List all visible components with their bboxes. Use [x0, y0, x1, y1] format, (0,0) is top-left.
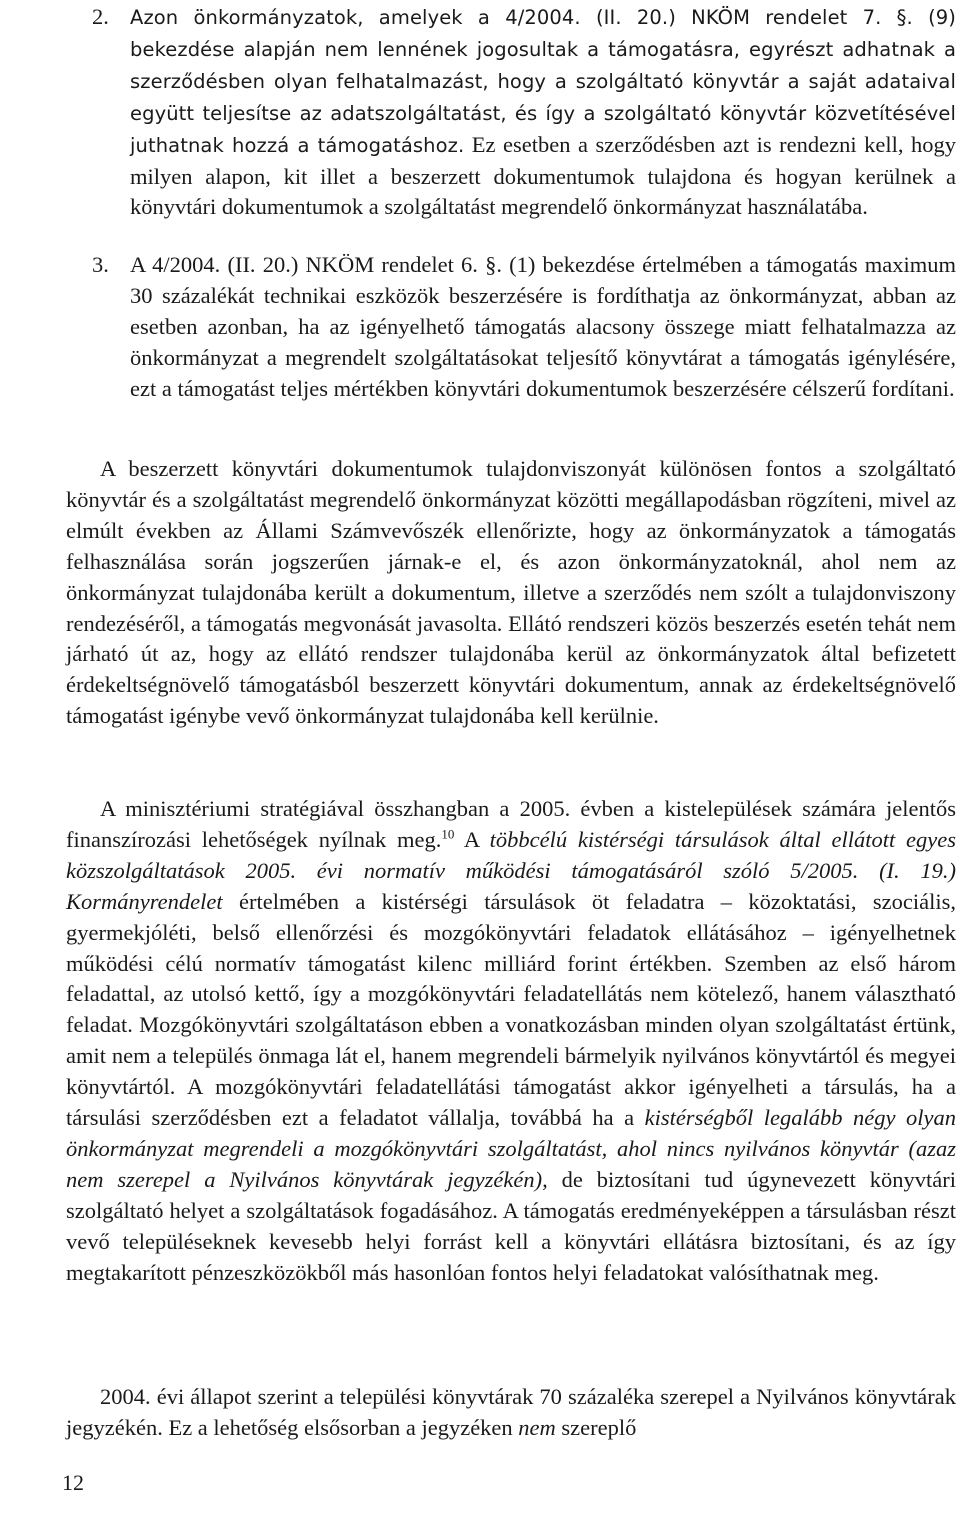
list-item-text-sans: Azon önkormányzatok, amelyek a 4/2004. (II. 20.) NKÖM rendelet 7. §. (9) bekezdése alapján nem lennének jogosultak a támogatásra, egyrészt adhatnak a szerződésben olyan felhatalmazást, hogy a szolgáltató könyvtár a saját adataival együtt teljesítse az adatszolgáltatást, és így a szolgáltató könyvtár közvetítésével juthatnak hozzá a támogatáshoz. — [130, 6, 956, 157]
paragraph-ownership — [66, 454, 956, 732]
footnote-marker: 10 — [441, 826, 455, 842]
italic-decree-title: többcélú kistérségi társulások által ellátott egyes közszolgáltatások 2005. évi normatív működési támogatásáról szóló 5/2005. (I. 19.) Kormányrendelet — [66, 826, 956, 914]
paragraph-text — [66, 1382, 956, 1444]
list-item-number: 2. — [92, 4, 109, 29]
text-run: A minisztériumi stratégiával összhangban a 2005. évben a kistelepülések számára jelentős finanszírozási lehetőségek nyílnak meg. — [66, 796, 956, 852]
text-run: A — [454, 826, 490, 852]
text-run: de biztosítani tud úgynevezett könyvtári szolgáltató helyet a szolgáltatások fogadásához. A támogatás eredményeképpen a társulásban részt vevő településeknek kevesebb helyi forrást kell a könyvtári ellátásra biztosítani, és az így megtakarított pénzeszközökből más hasonlóan fontos helyi feladatokat valósíthatnak meg. — [66, 1166, 956, 1285]
paragraph-2004-status — [66, 1382, 956, 1444]
list-item-text: A 4/2004. (II. 20.) NKÖM rendelet 6. §. (1) bekezdése értelmében a támogatás maximum 30 százalékát technikai eszközök beszerzésére is fordíthatja az önkormányzat, abban az esetben azonban, ha az igényelhető támogatás alacsony összege miatt felhatalmazza az önkormányzat a megrendelt szolgáltatásokat teljesítő könyvtárat a támogatás igénylésére, ezt a támogatást teljes mértékben könyvtári dokumentumok beszerzésére célszerű fordítani. — [130, 252, 956, 401]
page-number: 12 — [62, 1470, 84, 1495]
list-item-number: 3. — [92, 252, 109, 277]
paragraph-text — [66, 794, 956, 1289]
list-item-2 — [92, 2, 956, 223]
paragraph-ministry-strategy — [66, 794, 956, 1289]
italic-condition: kistérségből legalább négy olyan önkormányzat megrendeli a mozgókönyvtári szolgáltatást, ahol nincs nyilvános könyvtár (azaz nem szerepel a Nyilvános könyvtárak jegyzékén), — [66, 1105, 956, 1192]
paragraph-text: A beszerzett könyvtári dokumentumok tulajdonviszonyát különösen fontos a szolgáltató könyvtár és a szolgáltatást megrendelő önkormányzat közötti megállapodásban rögzíteni, mivel az elmúlt években az Állami Számvevőszék ellenőrizte, hogy az önkormányzatok a támogatás felhasználása során jogszerűen járnak-e el, és azon önkormányzatoknál, ahol nem az önkormányzat tulajdonába került a dokumentum, illetve a szerződés nem szólt a tulajdonviszony rendezéséről, a támogatás megvonását javasolta. Ellátó rendszeri közös beszerzés esetén tehát nem járható út az, hogy az ellátó rendszer tulajdonába kerül az önkormányzatok által befizetett érdekeltségnövelő támogatásból beszerzett könyvtári dokumentum, annak az érdekeltségnövelő támogatást igénybe vevő önkormányzat tulajdonába kell kerülnie. — [66, 456, 956, 729]
text-run: 2004. évi állapot szerint a települési könyvtárak 70 százaléka szerepel a Nyilvános könyvtárak jegyzékén. Ez a lehetőség elsősorban a jegyzéken — [66, 1384, 956, 1440]
list-item-text-serif: Ez esetben a szerződésben azt is rendezni kell, hogy milyen alapon, kit illet a beszerzett dokumentumok tulajdona és hogyan kerülnek a könyvtári dokumentumok a szolgáltatást megrendelő önkormányzat használatába. — [130, 131, 956, 220]
text-run: értelmében a kistérségi társulások öt feladatra – közoktatási, szociális, gyermekjóléti, belső ellenőrzési és mozgókönyvtári feladatok ellátásához – igényelhetnek működési célú normatív támogatást kilenc milliárd forint értékben. Szemben az első három feladattal, az utolsó kettő, így a mozgókönyvtári feladatellátás nem kötelező, hanem választható feladat. Mozgókönyvtári szolgáltatáson ebben a vonatkozásban minden olyan szolgáltatást értünk, amit nem a település önmaga lát el, hanem megrendeli bármelyik nyilvános könyvtártól és megyei könyvtártól. A mozgókönyvtári feladatellátási támogatást akkor igényelheti a társulás, ha a társulási szerződésben ezt a feladatot vállalja, továbbá ha a — [66, 888, 956, 1131]
list-item-body — [130, 2, 956, 223]
italic-nem: nem — [518, 1414, 556, 1440]
list-item-3 — [92, 250, 956, 405]
text-run: szereplő — [555, 1414, 637, 1440]
